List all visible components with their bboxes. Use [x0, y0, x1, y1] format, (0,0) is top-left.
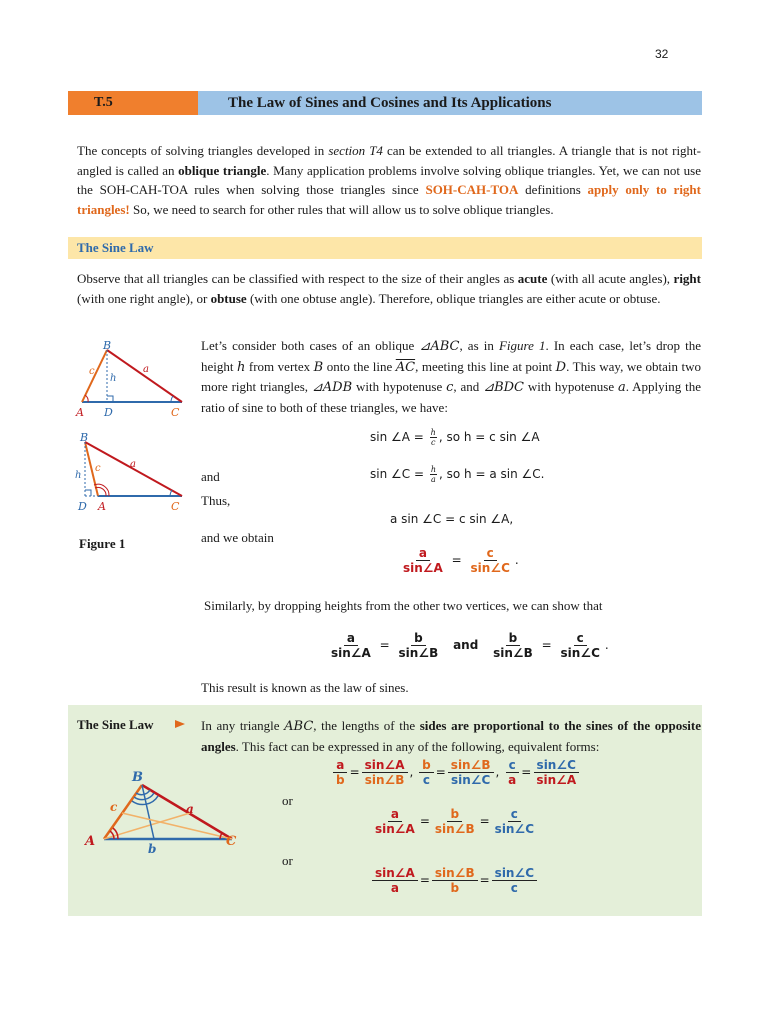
svg-text:b: b — [148, 842, 157, 855]
similarly-text: Similarly, by dropping heights from the other two vertices, we can show that — [204, 598, 603, 613]
known-text: This result is known as the law of sines. — [201, 680, 409, 695]
svg-text:A: A — [98, 500, 106, 513]
section-header — [68, 91, 702, 115]
svg-text:A: A — [76, 406, 84, 419]
sine-law-statement: In any triangle ABC, the lengths of the sides are proportional to the sines of the opposite angles. This fact can be expressed in any of the following, equivalent forms: — [201, 718, 701, 754]
svg-text:c: c — [95, 463, 101, 474]
we-obtain-text: and we obtain — [201, 530, 274, 545]
svg-text:c: c — [89, 366, 95, 377]
svg-text:h: h — [75, 470, 82, 481]
svg-text:a: a — [186, 802, 194, 816]
sine-law-form2: $\frac{a}{\sin\angle A}$ = $\frac{b}{\sin\angle B}$ = $\frac{c}{\sin\angle C}$ — [375, 807, 535, 836]
equation-sinC: sin ∠C = $\frac{h}{a}$ , so h = a sin ∠C. — [370, 465, 545, 484]
subsection-title: The Sine Law — [68, 237, 702, 259]
svg-text:h: h — [110, 373, 117, 384]
svg-text:B: B — [132, 770, 143, 785]
intro-paragraph: The concepts of solving triangles developed in section T4 can be extended to all triangles. A triangle that is not right-angled is called an oblique triangle. Many application problems involve solving oblique triangles. Yet, we can not use the SOH-CAH-TOA rules when solving those triangles since SOH-CAH-TOA definitions apply only to right triangles! So, we need to search for other rules that will allow us to solve oblique triangles. — [77, 143, 701, 217]
svg-text:a: a — [143, 364, 149, 375]
svg-text:a: a — [130, 459, 136, 470]
and-text: and — [201, 469, 220, 484]
label-B: B — [103, 340, 112, 352]
or-text-2: or — [282, 853, 293, 868]
sine-law-form3: $\frac{\sin\angle A}{a}$ = $\frac{\sin\angle B}{b}$ = $\frac{\sin\angle C}{c}$ — [370, 866, 539, 895]
sine-law-label: The Sine Law — [77, 717, 154, 732]
svg-text:D: D — [78, 500, 87, 513]
svg-text:C: C — [226, 834, 237, 849]
svg-text:C: C — [171, 500, 180, 513]
svg-text:C: C — [171, 406, 180, 419]
svg-text:D: D — [104, 406, 113, 419]
section-title: The Law of Sines and Cosines and Its Applications — [198, 91, 702, 115]
equation-sinA: sin ∠A = $\frac{h}{c}$ , so h = c sin ∠A — [370, 428, 540, 447]
svg-text:A: A — [85, 834, 96, 849]
arrow-right-icon — [174, 718, 186, 730]
section-number: T.5 — [68, 91, 198, 115]
figure1-caption: Figure 1 — [79, 536, 126, 551]
equation-ratio-ac: $\frac{a}{\sin\angle A}$ = $\frac{c}{\sin\angle C}$ . — [403, 546, 519, 575]
or-text-1: or — [282, 793, 293, 808]
svg-text:c: c — [110, 800, 118, 814]
page-number: 32 — [655, 47, 669, 61]
derivation-paragraph: Let’s consider both cases of an oblique ⊿ABC, as in Figure 1. In each case, let’s drop the height h from vertex B onto the line $\overline{AC}$, meeting this line at point D. This way, we obtain two more right triangles, ⊿ADB with hypotenuse c, and ⊿BDC with hypotenuse a. Applying the ratio of sine to both of these triangles, we have: — [201, 338, 702, 415]
equation-equal-h: a sin ∠C = c sin ∠A, — [390, 512, 514, 526]
thus-text: Thus, — [201, 493, 231, 508]
observe-paragraph: Observe that all triangles can be classified with respect to the size of their angles as acute (with all acute angles), right (with one right angle), or obtuse (with one obtuse angle). Therefore, oblique triangles are either acute or obtuse. — [77, 271, 701, 306]
sine-law-form1: $\frac{a}{b}$ = $\frac{\sin\angle A}{\sin\angle B}$ , $\frac{b}{c}$ = $\frac{\sin\angle B}{\sin\angle C}$ , $\frac{c}{a}$ = $\frac{\sin\angle C}{\sin\angle A}$ — [331, 758, 581, 787]
figure1-acute-triangle — [74, 340, 189, 420]
equation-ratios-abc: $\frac{a}{\sin\angle A}$ = $\frac{b}{\sin\angle B}$ and $\frac{b}{\sin\angle B}$ = $\frac{c}{\sin\angle C}$ . — [331, 631, 609, 660]
figure1-obtuse-triangle — [74, 430, 189, 515]
sine-law-triangle — [82, 765, 242, 855]
svg-text:B: B — [80, 431, 89, 444]
